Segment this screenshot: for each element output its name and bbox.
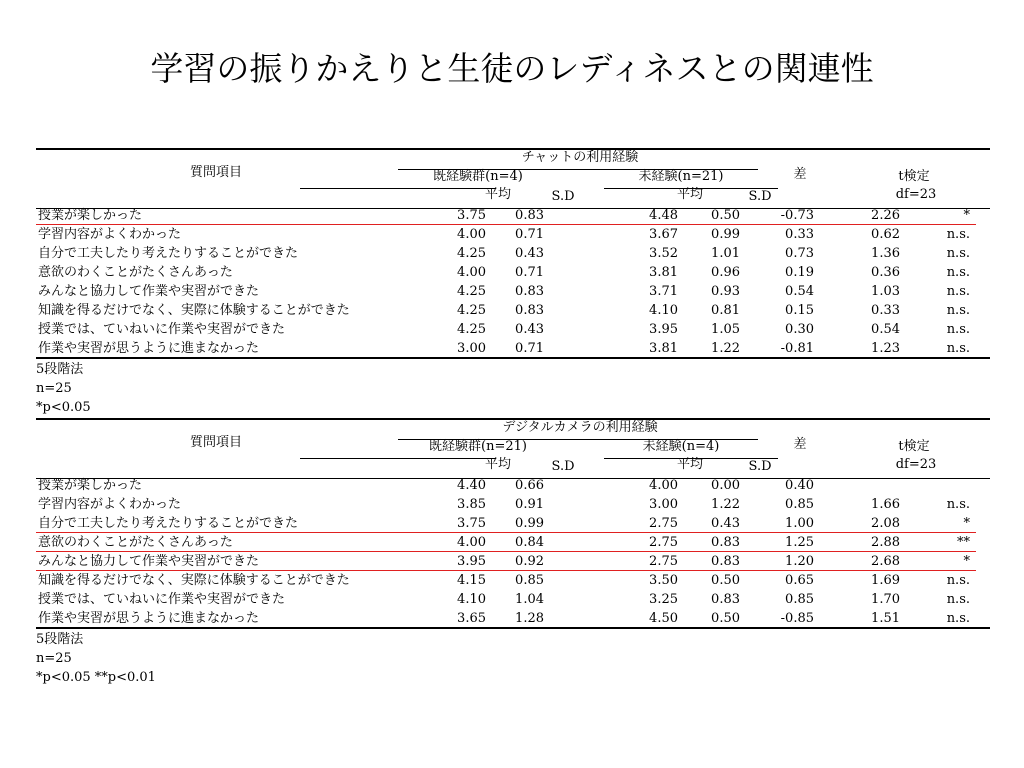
sd-inexperienced-cell: 0.50 <box>711 208 740 223</box>
item-column-header: 質問項目 <box>189 165 243 180</box>
table-notes-digital-camera <box>36 630 156 687</box>
significance-cell: n.s. <box>946 227 970 242</box>
table-row <box>36 590 990 609</box>
sd-inexperienced-cell: 0.83 <box>711 535 740 550</box>
difference-cell: 0.54 <box>785 284 814 299</box>
significance-cell: n.s. <box>946 573 970 588</box>
significance-cell: n.s. <box>946 322 970 337</box>
sd-inexperienced-cell: 0.93 <box>711 284 740 299</box>
mean-inexperienced-cell: 3.52 <box>649 246 678 261</box>
difference-cell: 0.85 <box>785 497 814 512</box>
question-item-cell: 意欲のわくことがたくさんあった <box>38 535 233 550</box>
scale-note: 5段階法 <box>36 362 84 377</box>
question-item-cell: 自分で工夫したり考えたりすることができた <box>38 516 299 531</box>
t-test-column-header: t検定 <box>898 439 930 454</box>
difference-cell: 1.00 <box>785 516 814 531</box>
sd-inexperienced-cell: 0.43 <box>711 516 740 531</box>
mean-inexperienced-cell: 3.71 <box>649 284 678 299</box>
sd-inexperienced-cell: 0.99 <box>711 227 740 242</box>
question-item-cell: 知識を得るだけでなく、実際に体験することができた <box>38 303 350 318</box>
experience-group-header: チャットの利用経験 <box>521 150 639 165</box>
table-row <box>36 244 990 263</box>
sd-inexperienced-cell: 0.83 <box>711 592 740 607</box>
sd-experienced-cell: 0.71 <box>515 227 544 242</box>
t-value-cell: 1.70 <box>871 592 900 607</box>
question-item-cell: 意欲のわくことがたくさんあった <box>38 265 233 280</box>
mean-experienced-cell: 3.75 <box>457 516 486 531</box>
question-item-cell: 学習内容がよくわかった <box>38 497 182 512</box>
table-row <box>36 514 990 533</box>
sd-experienced-cell: 0.43 <box>515 322 544 337</box>
mean-experienced-cell: 4.10 <box>457 592 486 607</box>
sd-inexperienced-cell: 0.00 <box>711 478 740 493</box>
table-row <box>36 609 990 628</box>
table-row <box>36 225 990 244</box>
sample-size-note: n=25 <box>36 651 72 666</box>
difference-cell: -0.73 <box>780 208 814 223</box>
sd-experienced-cell: 0.83 <box>515 208 544 223</box>
sd-experienced-cell: 0.66 <box>515 478 544 493</box>
table-row <box>36 495 990 514</box>
mean-header-inexperienced: 平均 <box>676 187 704 202</box>
sd-header-experienced: S.D <box>551 189 575 204</box>
table-bottom-rule <box>36 627 990 629</box>
table-row <box>36 476 990 495</box>
t-test-column-header: t検定 <box>898 169 930 184</box>
experienced-group-label: 既経験群(n=4) <box>433 169 523 184</box>
question-item-cell: 授業が楽しかった <box>38 208 143 223</box>
difference-cell: 0.33 <box>785 227 814 242</box>
table-bottom-rule <box>36 357 990 359</box>
significance-cell: ** <box>957 535 970 550</box>
significance-cell: n.s. <box>946 611 970 626</box>
difference-cell: 0.15 <box>785 303 814 318</box>
mean-inexperienced-cell: 4.10 <box>649 303 678 318</box>
mean-inexperienced-cell: 3.50 <box>649 573 678 588</box>
sd-experienced-cell: 0.83 <box>515 303 544 318</box>
subgroup-rule <box>300 458 496 459</box>
t-value-cell: 1.03 <box>871 284 900 299</box>
inexperienced-group-label: 未経験(n=4) <box>642 439 720 454</box>
difference-column-header: 差 <box>793 437 807 452</box>
mean-inexperienced-cell: 3.95 <box>649 322 678 337</box>
mean-experienced-cell: 4.40 <box>457 478 486 493</box>
difference-cell: 0.85 <box>785 592 814 607</box>
mean-inexperienced-cell: 4.48 <box>649 208 678 223</box>
table-row <box>36 282 990 301</box>
significance-cell: n.s. <box>946 592 970 607</box>
mean-experienced-cell: 3.95 <box>457 554 486 569</box>
difference-cell: -0.81 <box>780 341 814 356</box>
sd-inexperienced-cell: 0.81 <box>711 303 740 318</box>
t-value-cell: 2.88 <box>871 535 900 550</box>
sd-header-inexperienced: S.D <box>748 189 772 204</box>
scale-note: 5段階法 <box>36 632 84 647</box>
table-top-rule <box>36 148 990 150</box>
sd-inexperienced-cell: 0.96 <box>711 265 740 280</box>
table-row <box>36 552 990 571</box>
subgroup-rule <box>300 188 496 189</box>
sd-experienced-cell: 0.43 <box>515 246 544 261</box>
t-value-cell: 2.08 <box>871 516 900 531</box>
t-value-cell: 0.54 <box>871 322 900 337</box>
mean-experienced-cell: 4.00 <box>457 227 486 242</box>
significance-note: *p<0.05 <box>36 400 91 415</box>
mean-experienced-cell: 3.65 <box>457 611 486 626</box>
significance-cell: n.s. <box>946 246 970 261</box>
difference-cell: 1.20 <box>785 554 814 569</box>
difference-cell: 0.40 <box>785 478 814 493</box>
sd-inexperienced-cell: 1.22 <box>711 341 740 356</box>
table-row <box>36 320 990 339</box>
sd-experienced-cell: 0.85 <box>515 573 544 588</box>
question-item-cell: 学習内容がよくわかった <box>38 227 182 242</box>
sd-experienced-cell: 0.71 <box>515 341 544 356</box>
mean-inexperienced-cell: 3.81 <box>649 265 678 280</box>
significance-cell: n.s. <box>946 284 970 299</box>
question-item-cell: 授業では、ていねいに作業や実習ができた <box>38 592 286 607</box>
mean-experienced-cell: 4.25 <box>457 303 486 318</box>
significance-cell: n.s. <box>946 497 970 512</box>
question-item-cell: 知識を得るだけでなく、実際に体験することができた <box>38 573 350 588</box>
mean-inexperienced-cell: 3.81 <box>649 341 678 356</box>
sd-header-experienced: S.D <box>551 459 575 474</box>
mean-inexperienced-cell: 3.25 <box>649 592 678 607</box>
t-value-cell: 1.36 <box>871 246 900 261</box>
mean-experienced-cell: 4.25 <box>457 284 486 299</box>
mean-experienced-cell: 4.00 <box>457 535 486 550</box>
mean-experienced-cell: 4.25 <box>457 246 486 261</box>
degrees-of-freedom-label: df=23 <box>895 457 937 472</box>
mean-header-inexperienced: 平均 <box>676 457 704 472</box>
degrees-of-freedom-label: df=23 <box>895 187 937 202</box>
significance-cell: n.s. <box>946 341 970 356</box>
sample-size-note: n=25 <box>36 381 72 396</box>
slide-title: 学習の振りかえりと生徒のレディネスとの関連性 <box>150 49 874 88</box>
table-notes-chat <box>36 360 91 417</box>
table-row <box>36 533 990 552</box>
sd-experienced-cell: 0.99 <box>515 516 544 531</box>
sd-header-inexperienced: S.D <box>748 459 772 474</box>
t-value-cell: 1.66 <box>871 497 900 512</box>
item-column-header: 質問項目 <box>189 435 243 450</box>
question-item-cell: みんなと協力して作業や実習ができた <box>38 284 260 299</box>
sd-inexperienced-cell: 0.50 <box>711 573 740 588</box>
difference-cell: 0.65 <box>785 573 814 588</box>
mean-inexperienced-cell: 2.75 <box>649 535 678 550</box>
sd-inexperienced-cell: 0.50 <box>711 611 740 626</box>
significance-cell: * <box>963 208 970 223</box>
t-value-cell: 0.62 <box>871 227 900 242</box>
difference-column-header: 差 <box>793 167 807 182</box>
significance-cell: n.s. <box>946 303 970 318</box>
mean-experienced-cell: 3.85 <box>457 497 486 512</box>
difference-cell: 0.73 <box>785 246 814 261</box>
table-row <box>36 571 990 590</box>
mean-inexperienced-cell: 4.50 <box>649 611 678 626</box>
difference-cell: -0.85 <box>780 611 814 626</box>
experience-group-header: デジタルカメラの利用経験 <box>502 420 658 435</box>
t-value-cell: 0.33 <box>871 303 900 318</box>
difference-cell: 0.19 <box>785 265 814 280</box>
sd-experienced-cell: 1.04 <box>515 592 544 607</box>
question-item-cell: 自分で工夫したり考えたりすることができた <box>38 246 299 261</box>
significance-cell: * <box>963 554 970 569</box>
mean-experienced-cell: 3.00 <box>457 341 486 356</box>
mean-inexperienced-cell: 3.67 <box>649 227 678 242</box>
inexperienced-group-label: 未経験(n=21) <box>638 169 724 184</box>
mean-experienced-cell: 4.25 <box>457 322 486 337</box>
sd-experienced-cell: 0.92 <box>515 554 544 569</box>
difference-cell: 1.25 <box>785 535 814 550</box>
sd-experienced-cell: 0.83 <box>515 284 544 299</box>
table-row <box>36 263 990 282</box>
difference-cell: 0.30 <box>785 322 814 337</box>
question-item-cell: 授業では、ていねいに作業や実習ができた <box>38 322 286 337</box>
table-row <box>36 339 990 358</box>
mean-experienced-cell: 4.15 <box>457 573 486 588</box>
significance-note: *p<0.05 **p<0.01 <box>36 670 156 685</box>
sd-inexperienced-cell: 1.05 <box>711 322 740 337</box>
mean-inexperienced-cell: 3.00 <box>649 497 678 512</box>
sd-experienced-cell: 1.28 <box>515 611 544 626</box>
t-value-cell: 2.68 <box>871 554 900 569</box>
sd-experienced-cell: 0.91 <box>515 497 544 512</box>
question-item-cell: 作業や実習が思うように進まなかった <box>38 611 260 626</box>
mean-inexperienced-cell: 2.75 <box>649 554 678 569</box>
significance-cell: * <box>963 516 970 531</box>
significance-cell: n.s. <box>946 265 970 280</box>
t-value-cell: 1.69 <box>871 573 900 588</box>
t-value-cell: 1.51 <box>871 611 900 626</box>
t-value-cell: 1.23 <box>871 341 900 356</box>
question-item-cell: 授業が楽しかった <box>38 478 143 493</box>
mean-experienced-cell: 4.00 <box>457 265 486 280</box>
mean-inexperienced-cell: 2.75 <box>649 516 678 531</box>
sd-inexperienced-cell: 1.01 <box>711 246 740 261</box>
table-row <box>36 301 990 320</box>
mean-experienced-cell: 3.75 <box>457 208 486 223</box>
table-row <box>36 206 990 225</box>
question-item-cell: 作業や実習が思うように進まなかった <box>38 341 260 356</box>
sd-inexperienced-cell: 0.83 <box>711 554 740 569</box>
question-item-cell: みんなと協力して作業や実習ができた <box>38 554 260 569</box>
mean-header-experienced: 平均 <box>484 457 512 472</box>
sd-experienced-cell: 0.84 <box>515 535 544 550</box>
t-value-cell: 2.26 <box>871 208 900 223</box>
mean-inexperienced-cell: 4.00 <box>649 478 678 493</box>
mean-header-experienced: 平均 <box>484 187 512 202</box>
experienced-group-label: 既経験群(n=21) <box>429 439 527 454</box>
t-value-cell: 0.36 <box>871 265 900 280</box>
sd-inexperienced-cell: 1.22 <box>711 497 740 512</box>
sd-experienced-cell: 0.71 <box>515 265 544 280</box>
